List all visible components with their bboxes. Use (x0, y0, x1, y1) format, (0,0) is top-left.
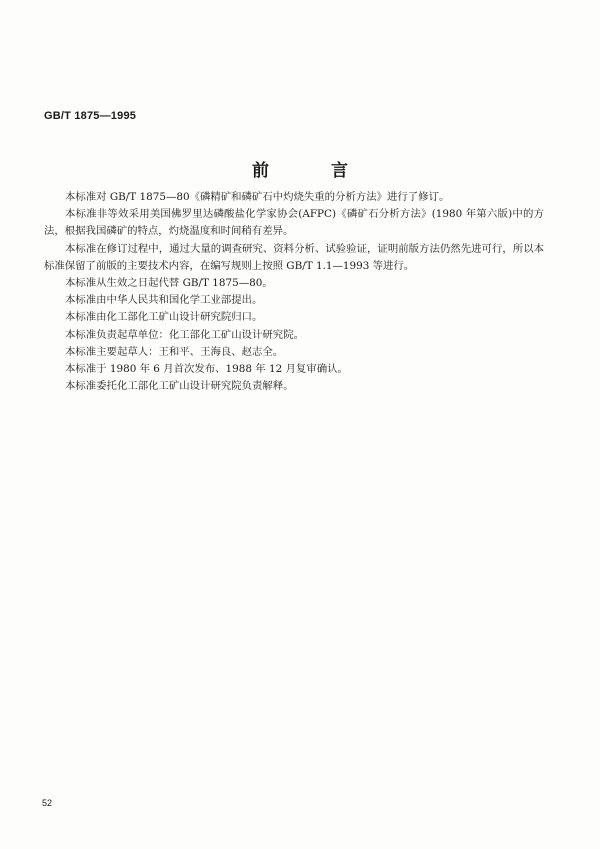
paragraph-drafting-unit: 本标准负责起草单位：化工部化工矿山设计研究院。 (65, 328, 304, 341)
foreword-body (44, 189, 544, 395)
paragraph-proposer: 本标准由中华人民共和国化学工业部提出。 (65, 294, 263, 307)
paragraph-replacement: 本标准从生效之日起代替 GB/T 1875—80。 (65, 277, 273, 290)
paragraph-drafters: 本标准主要起草人：王和平、王海良、赵志全。 (65, 345, 284, 358)
paragraph-history: 本标准于 1980 年 6 月首次发布、1988 年 12 月复审确认。 (65, 363, 348, 376)
paragraph-adoption: 本标准非等效采用美国佛罗里达磷酸盐化学家协会(AFPC)《磷矿石分析方法》(1980 年第六版)中的方法，根据我国磷矿的特点，灼烧温度和时间稍有差异。 (44, 208, 544, 238)
page-number: 52 (42, 798, 53, 808)
page-title: 前 言 (252, 161, 376, 181)
paragraph-centralized: 本标准由化工部化工矿山设计研究院归口。 (65, 311, 263, 324)
standard-code: GB/T 1875—1995 (44, 110, 137, 122)
paragraph-interpretation: 本标准委托化工部化工矿山设计研究院负责解释。 (65, 380, 294, 393)
paragraph-revision: 本标准对 GB/T 1875—80《磷精矿和磷矿石中灼烧失重的分析方法》进行了修订。 (65, 191, 450, 203)
paragraph-process: 本标准在修订过程中，通过大量的调查研究、资料分析、试验验证，证明前版方法仍然先进可行，所以本标准保留了前版的主要技术内容，在编写规则上按照 GB/T 1.1—1993 等进行。 (44, 242, 544, 272)
